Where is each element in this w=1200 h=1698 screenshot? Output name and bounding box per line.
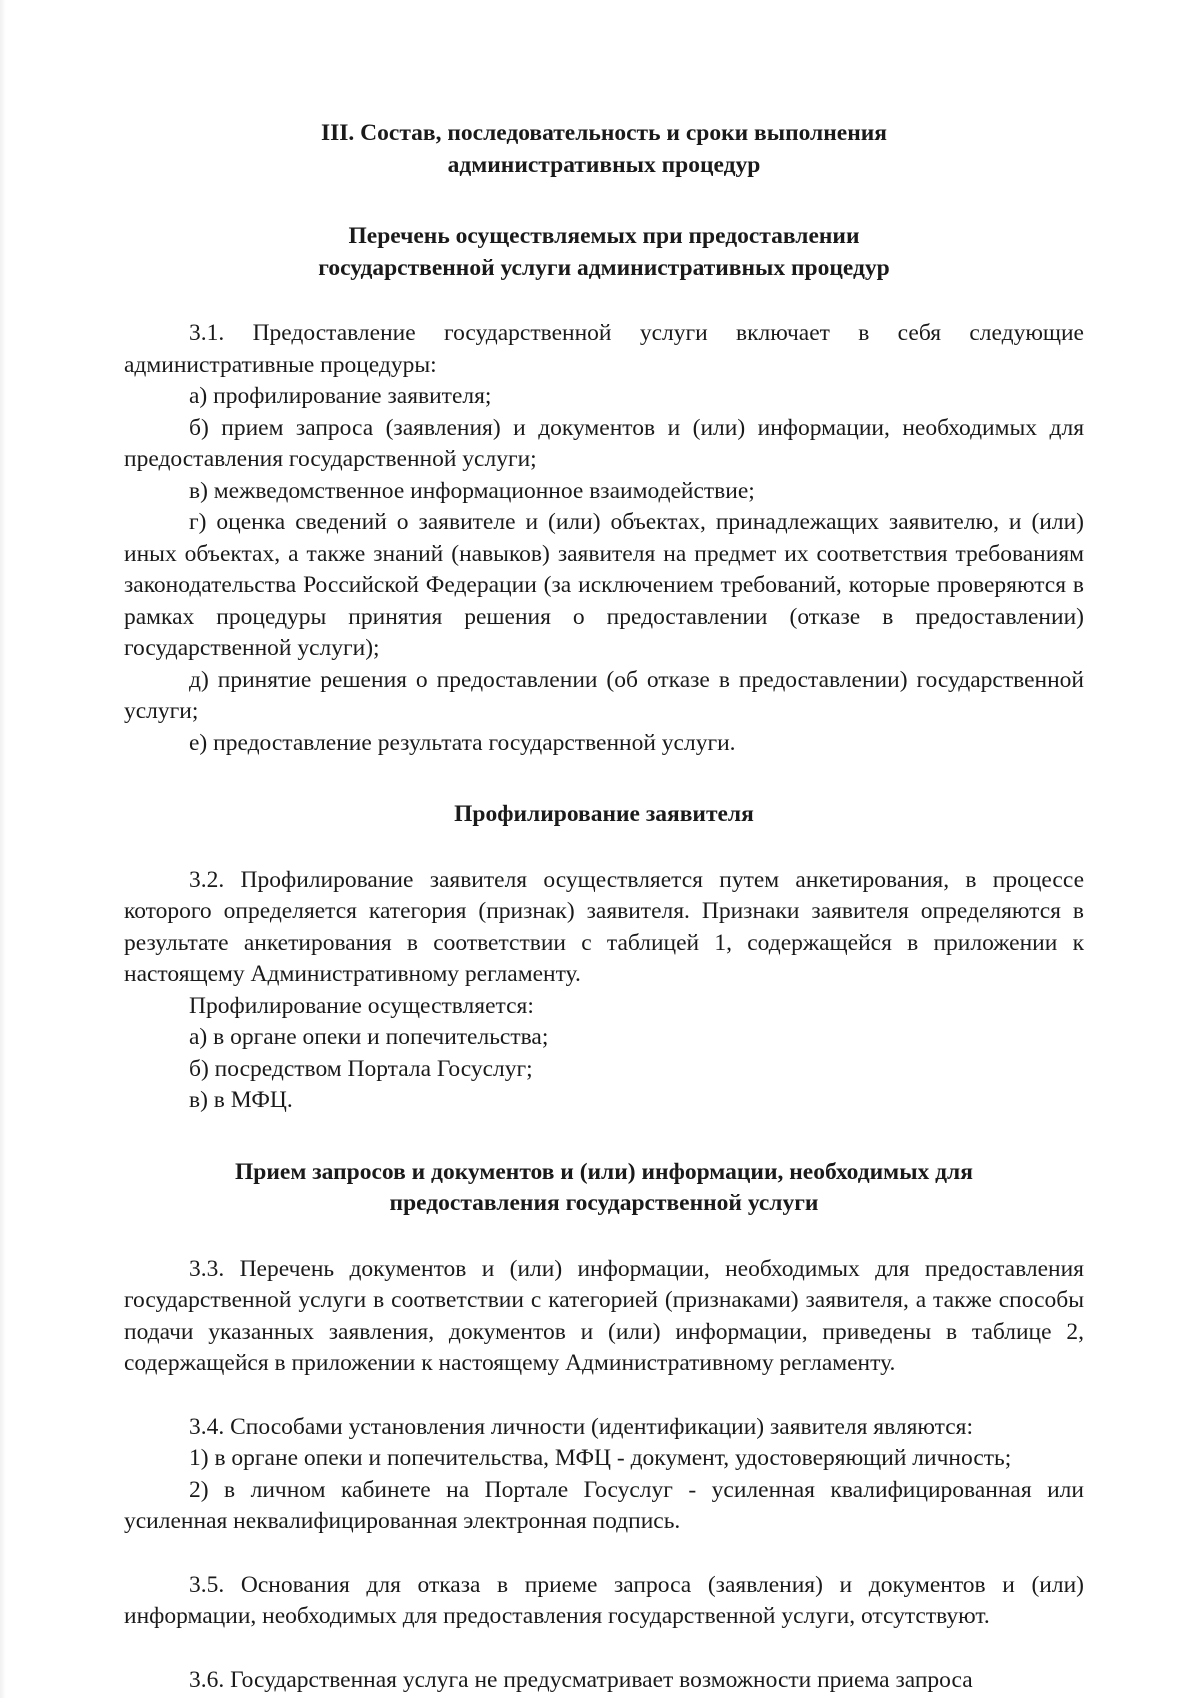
paragraph-3-2: 3.2. Профилирование заявителя осуществляется путем анкетирования, в процессе которого определяется категория (признак) заявителя. Признаки заявителя определяются в результате анкетирования в соответствии с таблицей 1, содержащейся в приложении к настоящему Административному регламенту.: [124, 866, 1084, 987]
spacer: [124, 1380, 1084, 1412]
list-item: 2) в личном кабинете на Портале Госуслуг - усиленная квалифицированная или усиленная неквалифицированная электронная подпись.: [124, 1476, 1084, 1534]
reception-heading-line1: Прием запросов и документов и (или) информации, необходимых для: [235, 1158, 973, 1185]
list-item: е) предоставление результата государственной услуги.: [189, 729, 736, 756]
list-heading-line1: Перечень осуществляемых при предоставлении: [348, 223, 860, 249]
list-item: б) прием запроса (заявления) и документов и (или) информации, необходимых для предоставления государственной услуги;: [124, 414, 1084, 472]
reception-heading-line2: предоставления государственной услуги: [389, 1190, 819, 1216]
spacer: [124, 759, 1084, 799]
list-item: а) профилирование заявителя;: [189, 383, 492, 409]
section-title-line2: административных процедур: [447, 151, 761, 178]
paragraph-3-4-intro: 3.4. Способами установления личности (идентификации) заявителя являются:: [189, 1413, 974, 1440]
paragraph-3-3: 3.3. Перечень документов и (или) информации, необходимых для предоставления государственной услуги в соответствии с категорией (признаками) заявителя, а также способы подачи указанных заявления, документов и (или) информации, приведены в таблице 2, содержащейся в приложении к настоящему Административному регламенту.: [124, 1255, 1084, 1376]
spacer: [124, 284, 1084, 318]
paragraph-3-5: 3.5. Основания для отказа в приеме запроса (заявления) и документов и (или) информации, необходимых для предоставления государственной услуги, отсутствуют.: [124, 1571, 1084, 1629]
spacer: [124, 1538, 1084, 1570]
list-item: д) принятие решения о предоставлении (об отказе в предоставлении) государственной услуги;: [124, 666, 1084, 724]
spacer: [124, 1633, 1084, 1665]
paragraph-3-1-intro: 3.1. Предоставление государственной услуги включает в себя следующие административные процедуры:: [124, 320, 1084, 378]
profiling-heading: Профилирование заявителя: [454, 801, 754, 827]
list-heading-line2: государственной услуги административных процедур: [318, 254, 890, 281]
scan-edge-shadow: [0, 0, 6, 1698]
list-item: а) в органе опеки и попечительства;: [189, 1024, 549, 1050]
paragraph-3-2-lead: Профилирование осуществляется:: [189, 992, 534, 1019]
list-item: в) в МФЦ.: [189, 1087, 293, 1113]
spacer: [124, 181, 1084, 221]
list-item: б) посредством Портала Госуслуг;: [189, 1055, 533, 1082]
list-item: 1) в органе опеки и попечительства, МФЦ - документ, удостоверяющий личность;: [189, 1445, 1012, 1471]
list-item: г) оценка сведений о заявителе и (или) объектах, принадлежащих заявителю, и (или) иных объектах, а также знаний (навыков) заявителя на предмет их соответствия требованиям законодательства Российской Федерации (за исключением требований, которые проверяются в рамках процедуры принятия решения о предоставлении (отказе в предоставлении) государственной услуги);: [124, 509, 1084, 661]
paragraph-3-6: 3.6. Государственная услуга не предусматривает возможности приема запроса: [189, 1666, 973, 1693]
spacer: [124, 831, 1084, 865]
spacer: [124, 1117, 1084, 1157]
section-title-line1: III. Состав, последовательность и сроки выполнения: [320, 120, 887, 146]
document-body: [124, 118, 1084, 1696]
spacer: [124, 1220, 1084, 1254]
list-item: в) межведомственное информационное взаимодействие;: [189, 477, 755, 504]
